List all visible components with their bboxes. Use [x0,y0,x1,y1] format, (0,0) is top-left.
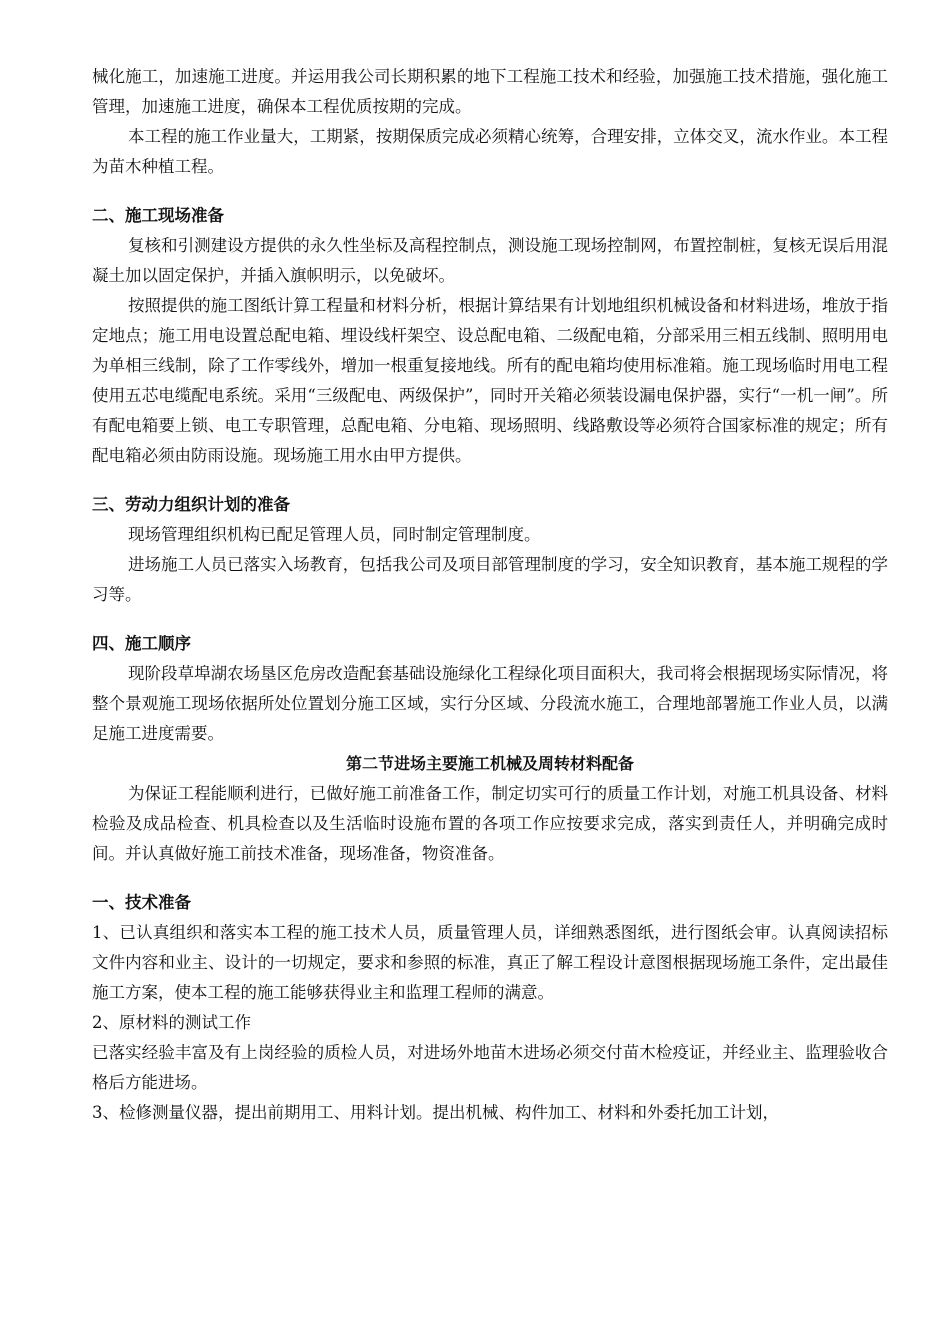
paragraph-quality-inspectors: 已落实经验丰富及有上岗经验的质检人员，对进场外地苗木进场必须交付苗木检疫证，并经业主、监理验收合格后方能进场。 [92,1043,888,1092]
paragraph-item-1: 1、已认真组织和落实本工程的施工技术人员，质量管理人员，详细熟悉图纸，进行图纸会审。认真阅读招标文件内容和业主、设计的一切规定，要求和参照的标准，真正了解工程设计意图根据现场施工条件，定出最佳施工方案，使本工程的施工能够获得业主和监理工程师的满意。 [92,923,888,1002]
paragraph-power-setup: 按照提供的施工图纸计算工程量和材料分析，根据计算结果有计划地组织机械设备和材料进场，堆放于指定地点；施工用电设置总配电箱、埋设线杆架空、设总配电箱、二级配电箱，分部采用三相五线制、照明用电为单相三线制，除了工作零线外，增加一根重复接地线。所有的配电箱均使用标准箱。施工现场临时用电工程使用五芯电缆配电系统。采用“三级配电、两级保护”，同时开关箱必须装设漏电保护器，实行“一机一闸”。所有配电箱要上锁、电工专职管理，总配电箱、分电箱、现场照明、线路敷设等必须符合国家标准的规定；所有配电箱必须由防雨设施。现场施工用水由甲方提供。 [92,296,888,465]
paragraph-item-2-title: 2、原材料的测试工作 [92,1013,251,1032]
heading-technical-preparation: 一、技术准备 [92,893,191,912]
heading-construction-sequence: 四、施工顺序 [92,634,191,653]
paragraph-mechanized-construction: 械化施工，加速施工进度。并运用我公司长期积累的地下工程施工技术和经验，加强施工技术措施，强化施工管理，加速施工进度，确保本工程优质按期的完成。 [92,67,888,116]
paragraph-entry-education: 进场施工人员已落实入场教育，包括我公司及项目部管理制度的学习，安全知识教育，基本施工规程的学习等。 [92,555,888,604]
paragraph-quality-plan: 为保证工程能顺利进行，已做好施工前准备工作，制定切实可行的质量工作计划，对施工机具设备、材料检验及成品检查、机具检查以及生活临时设施布置的各项工作应按要求完成，落实到责任人，并明确完成时间。并认真做好施工前技术准备，现场准备，物资准备。 [92,784,888,863]
paragraph-management-staff: 现场管理组织机构已配足管理人员，同时制定管理制度。 [128,525,541,544]
section-title: 第二节进场主要施工机械及周转材料配备 [345,754,634,773]
heading-site-preparation: 二、施工现场准备 [92,206,224,225]
paragraph-survey-control: 复核和引测建设方提供的永久性坐标及高程控制点，测设施工现场控制网，布置控制桩，复核无误后用混凝土加以固定保护，并插入旗帜明示，以免破坏。 [92,236,888,285]
spacer [92,869,888,888]
paragraph-item-3: 3、检修测量仪器，提出前期用工、用料计划。提出机械、构件加工、材料和外委托加工计划， [92,1103,779,1122]
spacer [92,182,888,201]
heading-labor-plan: 三、劳动力组织计划的准备 [92,495,290,514]
paragraph-zoning: 现阶段草埠湖农场垦区危房改造配套基础设施绿化工程绿化项目面积大，我司将会根据现场实际情况，将整个景观施工现场依据所处位置划分施工区域，实行分区域、分段流水施工，合理地部署施工作业人员，以满足施工进度需要。 [92,664,888,743]
paragraph-workload: 本工程的施工作业量大，工期紧，按期保质完成必须精心统筹，合理安排，立体交叉，流水作业。本工程为苗木种植工程。 [92,127,888,176]
spacer [92,610,888,629]
spacer [92,471,888,490]
